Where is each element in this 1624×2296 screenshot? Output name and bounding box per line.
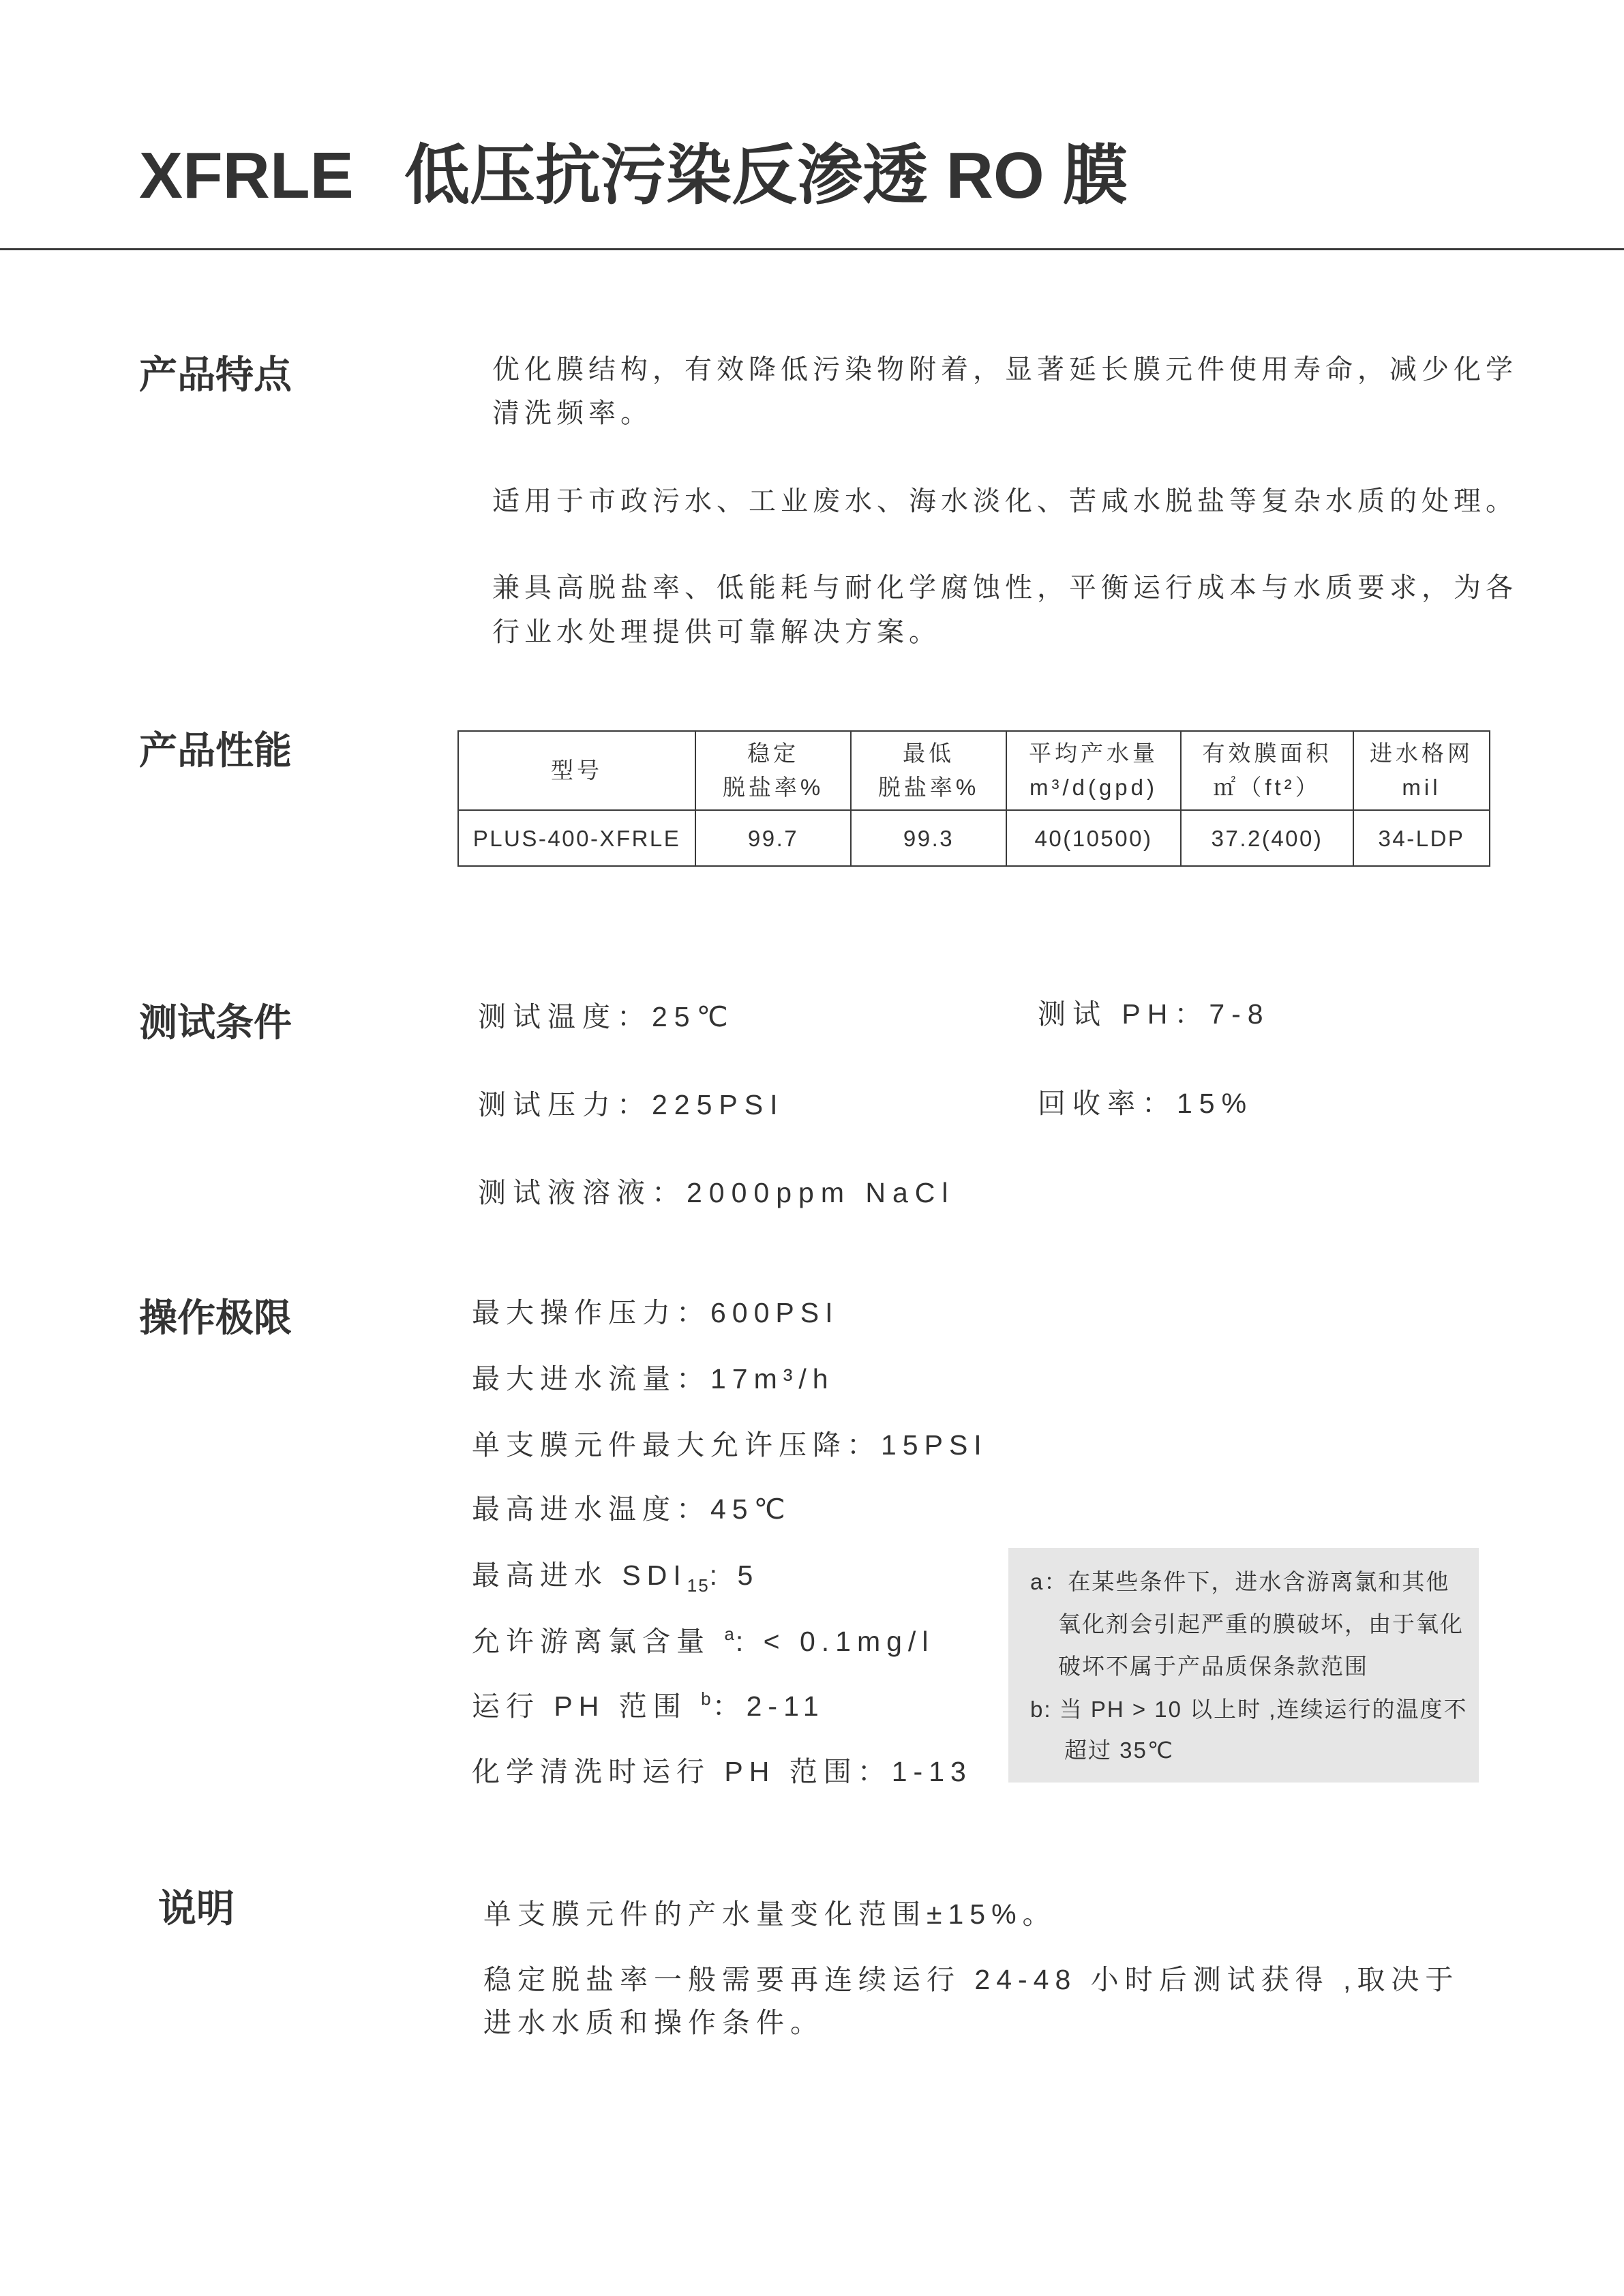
header-label: 进水格网 xyxy=(1370,741,1473,766)
limit-label: 允许游离氯含量 xyxy=(472,1626,725,1657)
header-divider xyxy=(0,248,1624,250)
header-unit: mil xyxy=(1402,775,1441,800)
test-conditions-heading: 测试条件 xyxy=(139,1001,292,1044)
test-recovery: 回收率：15% xyxy=(1038,1088,1254,1119)
cell-feed-spacer: 34-LDP xyxy=(1353,810,1490,866)
features-heading: 产品特点 xyxy=(139,353,292,396)
header-unit: 脱盐率% xyxy=(722,775,824,800)
limit-free-chlorine xyxy=(472,1624,935,1659)
footnote-box xyxy=(1008,1548,1479,1783)
header-label: 平均产水量 xyxy=(1029,741,1158,766)
table-row xyxy=(458,810,1490,866)
operating-limits-heading: 操作极限 xyxy=(139,1296,292,1339)
features-paragraph-3-line-1: 兼具高脱盐率、低能耗与耐化学腐蚀性，平衡运行成本与水质要求，为各 xyxy=(492,573,1518,603)
performance-table xyxy=(457,730,1490,867)
header-cell-permeate-flow xyxy=(1006,731,1181,810)
limit-label: 最高进水 SDI xyxy=(472,1560,687,1591)
header-cell-model xyxy=(458,731,695,810)
note-2-line-2: 进水水质和操作条件。 xyxy=(483,2007,824,2038)
header-cell-feed-spacer xyxy=(1353,731,1490,810)
limit-cleaning-ph-range: 化学清洗时运行 PH 范围：1-13 xyxy=(472,1756,972,1787)
cell-permeate-flow: 40(10500) xyxy=(1006,810,1181,866)
header-cell-membrane-area xyxy=(1181,731,1353,810)
limit-max-pressure-drop: 单支膜元件最大允许压降：15PSI xyxy=(472,1429,988,1461)
limit-max-feed-flow: 最大进水流量：17m³/h xyxy=(472,1363,834,1395)
limit-max-feed-temperature: 最高进水温度：45℃ xyxy=(472,1493,792,1525)
limit-max-sdi xyxy=(472,1560,760,1596)
header-unit: ㎡（ft²） xyxy=(1213,775,1321,800)
sdi-subscript: 15 xyxy=(687,1575,710,1596)
limit-value: ：2-11 xyxy=(712,1690,825,1722)
header-cell-stable-rejection xyxy=(695,731,851,810)
footnote-a-line-3: 破坏不属于产品质保条款范围 xyxy=(1058,1654,1368,1679)
test-ph: 测试 PH：7-8 xyxy=(1038,998,1270,1030)
test-temperature: 测试温度：25℃ xyxy=(478,1001,735,1032)
header-cell-min-rejection xyxy=(851,731,1006,810)
features-paragraph-1-line-2: 清洗频率。 xyxy=(492,398,652,428)
footnote-a-line-1: a：在某些条件下，进水含游离氯和其他 xyxy=(1030,1569,1450,1594)
header-unit: m³/d(gpd) xyxy=(1029,775,1158,800)
footnote-b-line-2: 超过 35℃ xyxy=(1064,1738,1174,1763)
footnote-b-line-1: b: 当 PH > 10 以上时 ,连续运行的温度不 xyxy=(1030,1697,1468,1722)
cell-stable-rejection: 99.7 xyxy=(695,810,851,866)
features-paragraph-3-line-2: 行业水处理提供可靠解决方案。 xyxy=(492,617,941,647)
limit-value: : 5 xyxy=(709,1560,760,1591)
footnote-marker-a: a xyxy=(724,1624,736,1644)
header-label: 最低 xyxy=(903,741,954,766)
cell-model: PLUS-400-XFRLE xyxy=(458,810,695,866)
limit-value: : < 0.1mg/l xyxy=(735,1626,935,1657)
header-label: 有效膜面积 xyxy=(1202,741,1332,766)
notes-heading: 说明 xyxy=(158,1887,235,1930)
performance-heading: 产品性能 xyxy=(139,729,292,772)
table-header-row xyxy=(458,731,1490,810)
footnote-a-line-2: 氧化剂会引起严重的膜破坏，由于氧化 xyxy=(1058,1611,1464,1637)
header-label: 型号 xyxy=(551,758,603,783)
features-paragraph-1-line-1: 优化膜结构，有效降低污染物附着，显著延长膜元件使用寿命，减少化学 xyxy=(492,355,1518,385)
note-1-line-1: 单支膜元件的产水量变化范围±15%。 xyxy=(483,1898,1057,1930)
test-pressure: 测试压力：225PSI xyxy=(478,1089,785,1120)
product-model: XFRLE xyxy=(139,139,354,212)
cell-min-rejection: 99.3 xyxy=(851,810,1006,866)
features-paragraph-2-line-1: 适用于市政污水、工业废水、海水淡化、苦咸水脱盐等复杂水质的处理。 xyxy=(492,486,1518,516)
cell-membrane-area: 37.2(400) xyxy=(1181,810,1353,866)
limit-label: 运行 PH 范围 xyxy=(472,1690,702,1722)
header-unit: 脱盐率% xyxy=(877,775,980,800)
footnote-marker-b: b xyxy=(701,1688,712,1709)
limit-max-pressure: 最大操作压力：600PSI xyxy=(472,1297,839,1328)
test-solution: 测试液溶液：2000ppm NaCl xyxy=(478,1177,955,1208)
limit-ph-range xyxy=(472,1688,825,1724)
product-title: 低压抗污染反渗透 RO 膜 xyxy=(404,139,1128,212)
note-2-line-1: 稳定脱盐率一般需要再连续运行 24-48 小时后测试获得 ,取决于 xyxy=(483,1964,1460,1995)
header-label: 稳定 xyxy=(747,741,799,766)
